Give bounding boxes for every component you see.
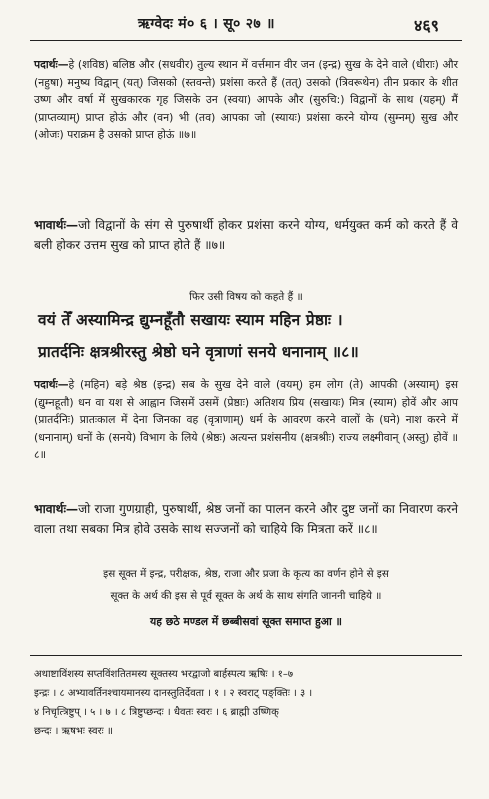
page-header: [0, 14, 489, 36]
meta-line-2: इन्द्रः । ८ अभ्यावर्तिनश्चायमानस्य दानस्तुतिर्देवता । १ । २ स्वराट् पङ्क्तिः । ३ ।: [34, 688, 313, 699]
padarth-label: पदार्थः—: [34, 378, 69, 391]
bhavarth-label: भावार्थः—: [34, 218, 79, 232]
padarth-paragraph-8: [34, 376, 458, 464]
padarth-paragraph-7: [34, 56, 458, 144]
bhavarth-text: जो राजा गुणग्राही, पुरुषार्थी, श्रेष्ठ जनों का पालन करने और दुष्ट जनों का निवारण करने वाला तथा सबका मित्र होवे उसके साथ सज्जनों को चाहिये कि मित्रता करें ॥८॥: [34, 502, 458, 536]
mantra-line-1: वयं तेँ अस्यामिन्द्र द्युम्नहूँतौ सखायः स्याम महिन प्रेष्ठाः ।: [38, 311, 343, 329]
meta-line-4: छन्दः । ऋषभः स्वरः ॥: [34, 726, 113, 737]
running-title: ऋग्वेदः मं० ६ । सू० २७ ॥: [138, 16, 275, 32]
padarth-text: हे (शविष्ठ) बलिष्ठ और (सधवीर) तुल्य स्थान में वर्त्तमान वीर जन (इन्द्र) सुख के देने वाले (धीराः) और (नहुषा) मनुष्य विद्वान् (यत्) जिसको (स्तवन्ते) प्रशंसा करते हैं (तत्) उसको (त्रिवरूथेन) तीन प्रकार के शीत उष्ण और वर्षा में सुखकारक गृह जिसके उन (स्वया) आपके और (सुरुचि:) विद्वानों के साथ (यहम्) मैं (प्राप्तव्याम्) प्राप्त होऊं और (वन) भी (तव) आपका जो (स्यायः) प्रशंसा करने योग्य (सुम्नम्) सुख और (ओजः) पराक्रम है उसको प्राप्त होऊं ॥७॥: [34, 58, 458, 142]
bhavarth-paragraph-7: [34, 216, 458, 255]
summary-line-2: सूक्त के अर्थ की इस से पूर्व सूक्त के अर्थ के साथ संगति जाननी चाहिये ॥: [110, 590, 382, 602]
bhavarth-label: भावार्थः—: [34, 502, 79, 516]
bhavarth-text: जो विद्वानों के संग से पुरुषार्थी होकर प्रशंसा करने योग्य, धर्मयुक्त कर्म को करते हैं वे बली होकर उत्तम सुख को प्राप्त होते हैं ॥७॥: [34, 218, 458, 252]
padarth-label: पदार्थः—: [34, 58, 69, 71]
bhavarth-paragraph-8: [34, 500, 458, 539]
header-rule: [30, 40, 462, 41]
section-rule: [30, 655, 462, 656]
page-number: ४६९: [414, 16, 439, 35]
meta-line-3: ४ निचृत्त्रिष्टुप् । ५ । ७ । ८ त्रिष्टुप्छन्दः । धैवतः स्वरः । ६ ब्राह्मी उष्णिक्: [34, 707, 279, 718]
intro-line: फिर उसी विषय को कहते हैं ॥: [189, 291, 303, 303]
mantra-line-2: प्रातर्दनिः क्षत्रश्रीरस्तु श्रेष्ठो घने वृत्राणां सनये धनानाम् ॥८॥: [38, 343, 359, 361]
summary-line-1: इस सूक्त में इन्द्र, परीक्षक, श्रेष्ठ, राजा और प्रजा के कृत्य का वर्णन होने से इस: [103, 568, 389, 580]
padarth-text: हे (महिन) बड़े श्रेष्ठ (इन्द्र) सब के सुख देने वाले (वयम्) हम लोग (ते) आपकी (अस्याम्) इस (द्युम्नहूतौ) धन वा यश से आह्वान जिसमें उसमें (प्रेष्ठाः) अतिशय प्रिय (सखायः) मित्र (स्याम) होवें और आप (प्रातर्दनिः) प्रातःकाल में देना जिनका वह (वृत्राणाम्) धर्म के आवरण करने वालों के (घने) नाश करने में (धनानाम्) धनों के (सनये) विभाग के लिये (श्रेष्ठः) अत्यन्त प्रशंसनीय (क्षत्रश्रीः) राज्य लक्ष्मीवान् (अस्तु) होवें ॥८॥: [34, 378, 458, 462]
sukta-end-line: यह छठे मण्डल में छब्बीसवां सूक्त समाप्त हुआ ॥: [150, 615, 342, 628]
meta-line-1: अथाष्टाविंशस्य सप्तविंशतितमस्य सूक्तस्य भरद्वाजो बार्हस्पत्य ऋषिः । १–७: [34, 669, 294, 680]
